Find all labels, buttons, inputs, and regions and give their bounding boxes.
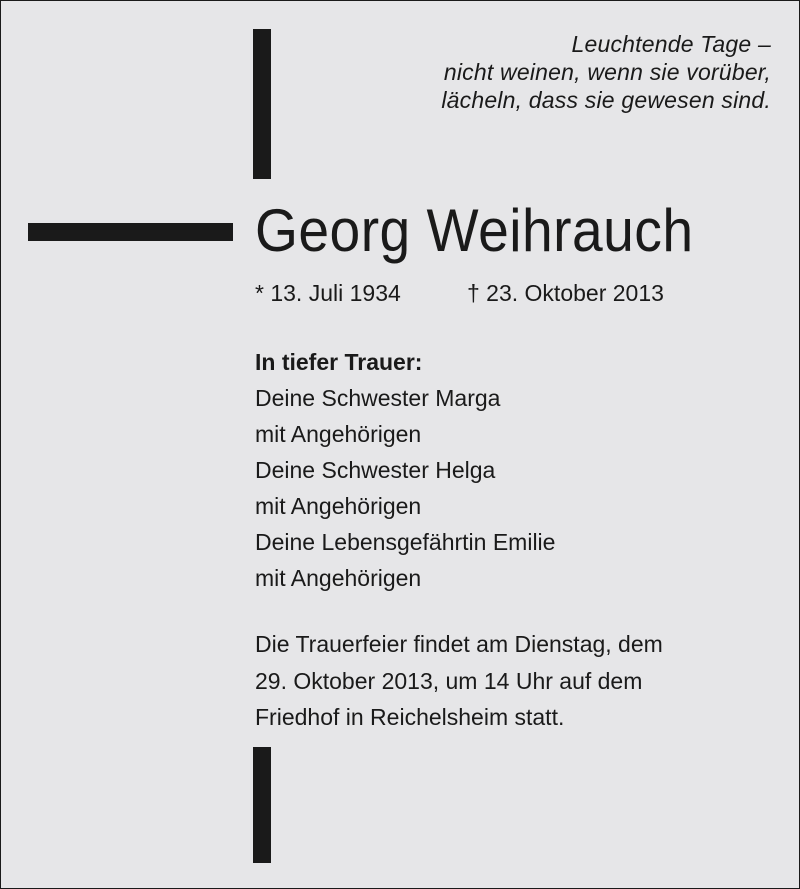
mourner-entry: mit Angehörigen — [255, 421, 422, 447]
cross-bar-bottom — [253, 747, 271, 863]
funeral-notice-line: Die Trauerfeier findet am Dienstag, dem — [255, 631, 663, 657]
motto-line: Leuchtende Tage – — [571, 31, 771, 57]
mourner-entry: mit Angehörigen — [255, 565, 422, 591]
mourner-entry: Deine Schwester Helga — [255, 457, 496, 483]
birth-date: * 13. Juli 1934 — [255, 280, 401, 306]
motto — [441, 30, 771, 114]
motto-line: nicht weinen, wenn sie vorüber, — [443, 59, 771, 85]
mourner-entry: Deine Lebensgefährtin Emilie — [255, 529, 556, 555]
life-dates — [255, 277, 664, 309]
mourner-entry: Deine Schwester Marga — [255, 385, 501, 411]
motto-line: lächeln, dass sie gewesen sind. — [441, 87, 771, 113]
mourner-entry: mit Angehörigen — [255, 493, 422, 519]
mourners-heading: In tiefer Trauer: — [255, 349, 423, 375]
funeral-notice-line: 29. Oktober 2013, um 14 Uhr auf dem — [255, 667, 643, 694]
funeral-notice — [255, 626, 663, 736]
cross-bar-top — [253, 29, 271, 179]
deceased-name: Georg Weihrauch — [255, 197, 694, 264]
death-date: † 23. Oktober 2013 — [467, 280, 664, 306]
cross-bar-left — [28, 223, 233, 241]
funeral-notice-line: Friedhof in Reichelsheim statt. — [255, 704, 565, 730]
mourners-list — [255, 344, 555, 596]
